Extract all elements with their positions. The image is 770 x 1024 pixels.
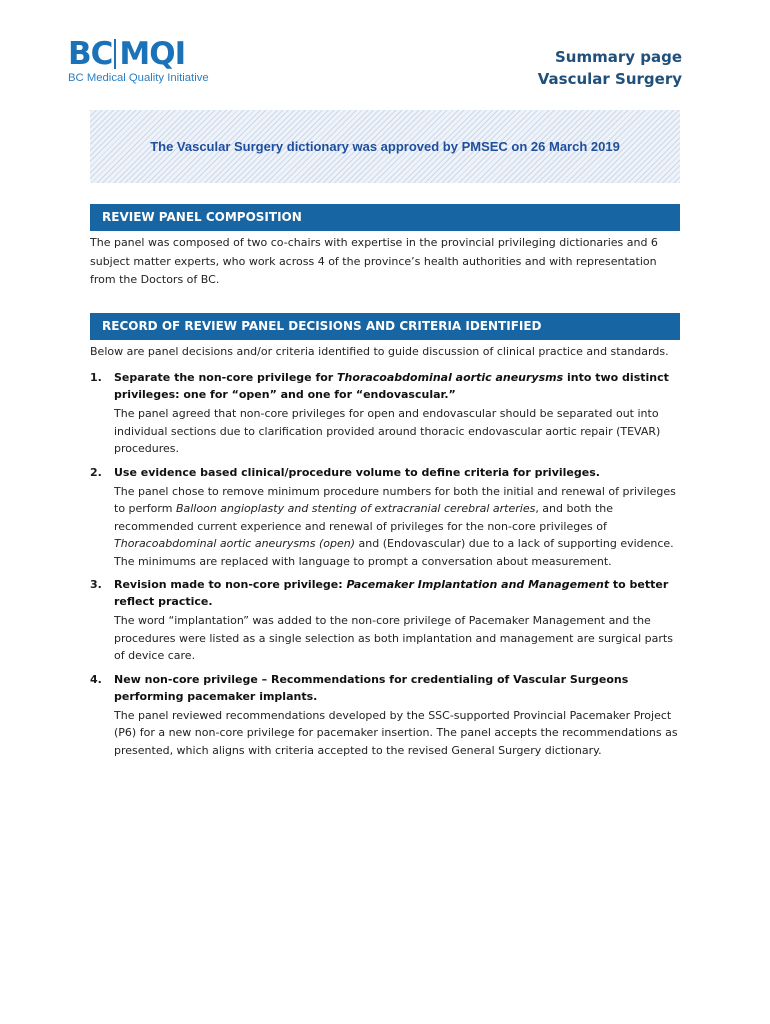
logo-subtitle: BC Medical Quality Initiative [68,72,209,84]
list-item-number: 4. [90,672,102,686]
list-item-number: 2. [90,465,102,479]
header-specialty: Vascular Surgery [537,70,682,88]
logo-divider [114,39,116,69]
header-summary-page: Summary page [554,48,682,66]
list-item [90,671,685,760]
list-item-body: The panel agreed that non-core privileges for open and endovascular should be separated out into individual sections due to clarification provided around thoracic endovascular aortic repair (TEVAR) procedures. [114,407,661,455]
section-header-review-panel-composition: REVIEW PANEL COMPOSITION [90,204,680,231]
list-item-number: 1. [90,371,102,384]
list-item-body: The panel reviewed recommendations developed by the SSC-supported Provincial Pacemaker Project (P6) for a new non-core privilege for pacemaker insertion. The panel accepts the recommendations as presented, which aligns with criteria accepted to the revised General Surgery dictionary. [114,708,678,757]
decisions-intro-text: Below are panel decisions and/or criteria identified to guide discussion of clinical practice and standards. [90,345,669,358]
list-item [90,576,685,665]
list-item-number: 3. [90,578,102,591]
list-item-body: The word “implantation” was added to the non-core privilege of Pacemaker Management and the procedures were listed as a single selection as both implantation and management are surgical parts of device care. [114,614,673,662]
approval-banner [90,110,680,183]
decisions-list [90,369,685,765]
section-header-record-of-decisions: RECORD OF REVIEW PANEL DECISIONS AND CRITERIA IDENTIFIED [90,313,680,340]
list-item [90,464,685,571]
page-header [538,46,682,90]
review-panel-composition-text: The panel was composed of two co-chairs with expertise in the provincial privileging dictionaries and 6 subject matter experts, who work across 4 of the province’s health authorities and with representation from the Doctors of BC. [90,236,658,286]
list-item-body: The panel chose to remove minimum procedure numbers for both the initial and renewal of privileges to perform Balloon angioplasty and stenting of extracranial cerebral arteries, and both the recommended current experience and renewal of privileges for the non-core privileges of Thoracoabdominal aortic aneurysms (open) and (Endovascular) due to a lack of supporting evidence. The minimums are replaced with language to prompt a conversation about measurement. [114,484,676,568]
list-item-title: Separate the non-core privilege for Thoracoabdominal aortic aneurysms into two distinct privileges: one for “open” and one for “endovascular.” [114,371,669,401]
list-item-title: Revision made to non-core privilege: Pacemaker Implantation and Management to better reflect practice. [114,578,669,608]
approval-banner-text: The Vascular Surgery dictionary was approved by PMSEC on 26 March 2019 [150,139,620,154]
logo-mqi-text: MQI [119,36,186,72]
logo-bc-text: BC [68,36,113,72]
bcmqi-logo [68,38,228,84]
list-item-title: Use evidence based clinical/procedure volume to define criteria for privileges. [114,465,600,479]
list-item-title: New non-core privilege – Recommendations for credentialing of Vascular Surgeons performing pacemaker implants. [114,672,629,703]
list-item [90,369,685,458]
logo-mark [68,38,228,70]
